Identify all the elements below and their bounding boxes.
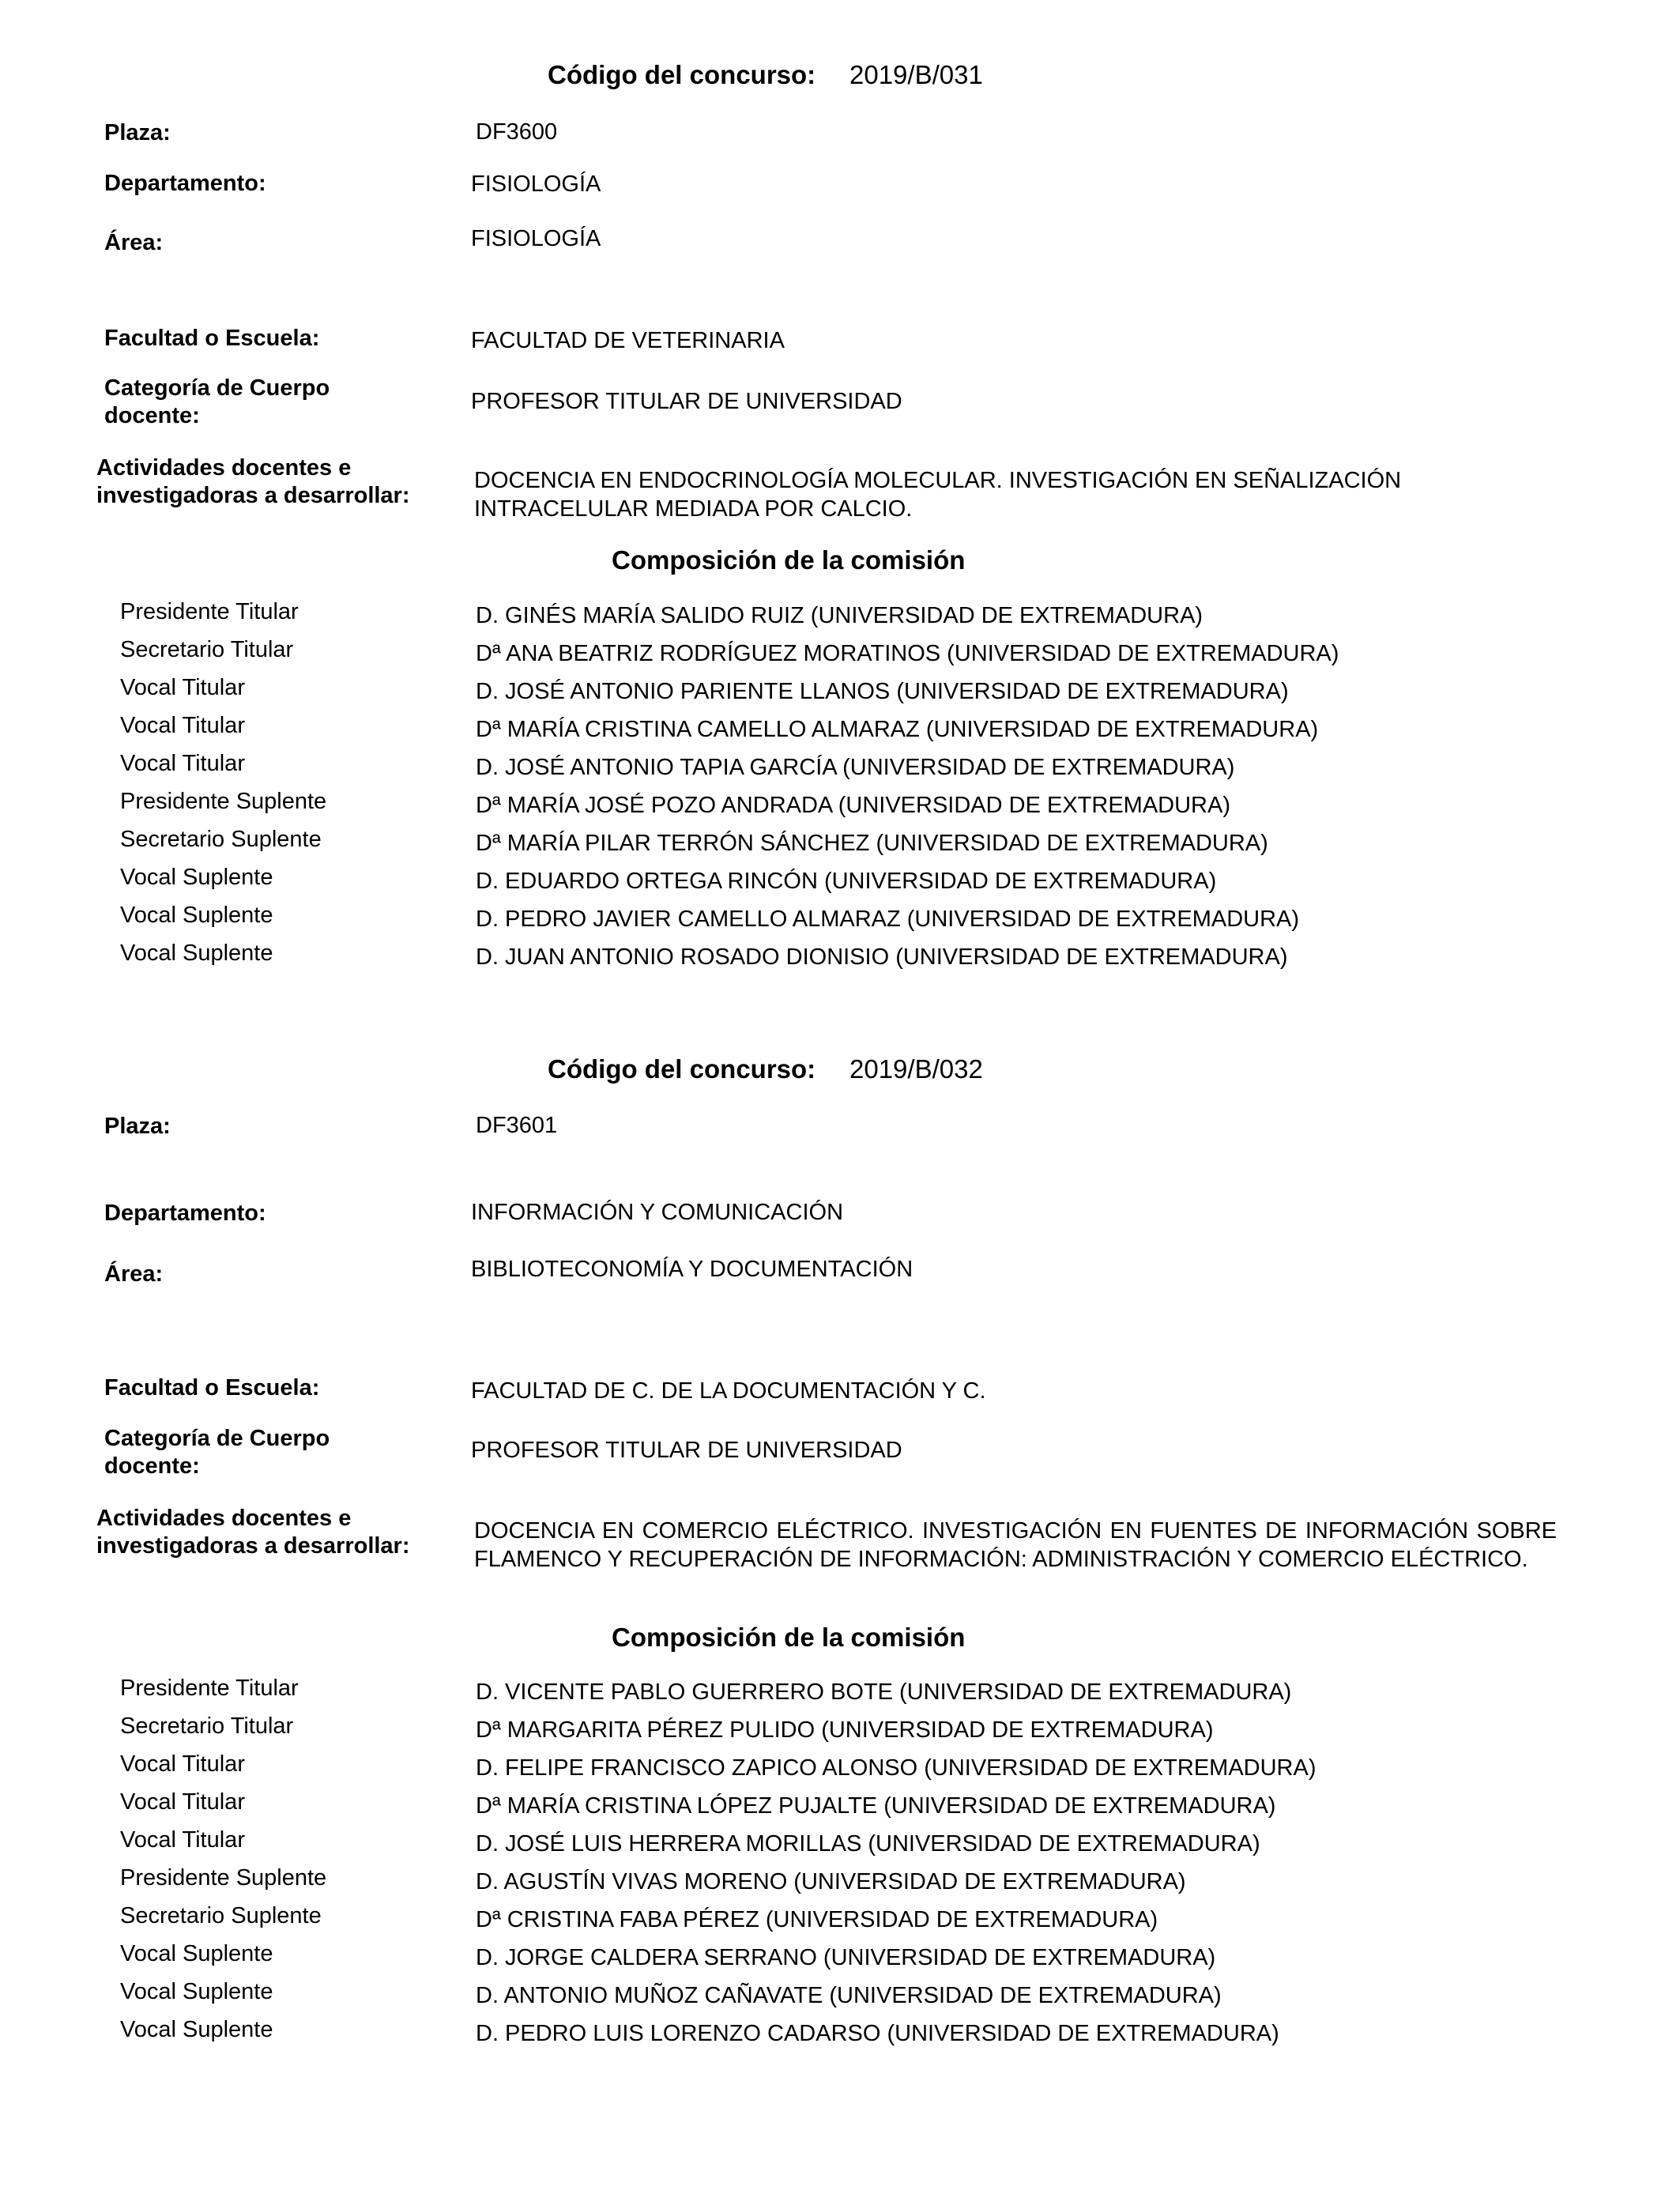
plaza-label: Plaza:: [104, 1114, 171, 1139]
area-label: Área:: [104, 1261, 164, 1287]
comision-role: Vocal Titular: [120, 675, 245, 700]
comision-member: D. AGUSTÍN VIVAS MORENO (UNIVERSIDAD DE EXTREMADURA): [476, 1869, 1186, 1894]
departamento-label: Departamento:: [104, 1201, 266, 1226]
categoria-value: PROFESOR TITULAR DE UNIVERSIDAD: [471, 1438, 902, 1463]
comision-member: Dª MARÍA CRISTINA LÓPEZ PUJALTE (UNIVERSIDAD DE EXTREMADURA): [476, 1793, 1276, 1819]
comision-role: Vocal Titular: [120, 1751, 245, 1777]
comision-member: Dª CRISTINA FABA PÉREZ (UNIVERSIDAD DE EXTREMADURA): [476, 1907, 1158, 1932]
comision-member: D. JOSÉ ANTONIO TAPIA GARCÍA (UNIVERSIDAD DE EXTREMADURA): [476, 755, 1235, 780]
comision-role: Vocal Titular: [120, 713, 245, 738]
comision-member: D. PEDRO LUIS LORENZO CADARSO (UNIVERSIDAD DE EXTREMADURA): [476, 2021, 1279, 2046]
categoria-value: PROFESOR TITULAR DE UNIVERSIDAD: [471, 389, 902, 414]
comision-member: D. FELIPE FRANCISCO ZAPICO ALONSO (UNIVERSIDAD DE EXTREMADURA): [476, 1755, 1317, 1781]
area-label: Área:: [104, 230, 164, 255]
comision-member: Dª MARGARITA PÉREZ PULIDO (UNIVERSIDAD DE EXTREMADURA): [476, 1717, 1214, 1743]
comision-member: D. EDUARDO ORTEGA RINCÓN (UNIVERSIDAD DE EXTREMADURA): [476, 869, 1217, 894]
comision-member: Dª MARÍA CRISTINA CAMELLO ALMARAZ (UNIVERSIDAD DE EXTREMADURA): [476, 717, 1319, 742]
codigo-label: Código del concurso:: [548, 1054, 816, 1084]
comision-role: Presidente Titular: [120, 1676, 299, 1701]
codigo-label: Código del concurso:: [548, 60, 816, 89]
comision-role: Presidente Titular: [120, 599, 299, 624]
area-value: BIBLIOTECONOMÍA Y DOCUMENTACIÓN: [471, 1257, 913, 1282]
comision-role: Secretario Titular: [120, 1713, 294, 1739]
comision-role: Vocal Titular: [120, 751, 245, 776]
comision-role: Vocal Titular: [120, 1789, 245, 1815]
plaza-label: Plaza:: [104, 120, 171, 145]
comision-member: D. JOSÉ LUIS HERRERA MORILLAS (UNIVERSIDAD DE EXTREMADURA): [476, 1831, 1260, 1857]
codigo-value: 2019/B/031: [849, 60, 983, 89]
departamento-value: FISIOLOGÍA: [471, 172, 601, 197]
comision-member: D. ANTONIO MUÑOZ CAÑAVATE (UNIVERSIDAD DE EXTREMADURA): [476, 1983, 1222, 2008]
departamento-label: Departamento:: [104, 171, 266, 196]
comision-role: Secretario Titular: [120, 637, 294, 662]
comision-member: D. JOSÉ ANTONIO PARIENTE LLANOS (UNIVERSIDAD DE EXTREMADURA): [476, 679, 1289, 704]
plaza-value: DF3601: [476, 1113, 558, 1138]
actividades-label: Actividades docentes e investigadoras a desarrollar:: [96, 1506, 410, 1559]
comision-role: Vocal Suplente: [120, 941, 273, 966]
plaza-value: DF3600: [476, 119, 558, 145]
comision-title: Composición de la comisión: [612, 545, 966, 575]
actividades-label: Actividades docentes e investigadoras a desarrollar:: [96, 455, 410, 508]
actividades-value: DOCENCIA EN COMERCIO ELÉCTRICO. INVESTIGACIÓN EN FUENTES DE INFORMACIÓN SOBRE FLAMENCO Y RECUPERACIÓN DE INFORMACIÓN: ADMINISTRACIÓN Y COMERCIO ELÉCTRICO.: [474, 1518, 1557, 1572]
categoria-label: Categoría de Cuerpo docente:: [104, 1426, 330, 1479]
comision-role: Vocal Suplente: [120, 2017, 273, 2042]
comision-member: D. VICENTE PABLO GUERRERO BOTE (UNIVERSIDAD DE EXTREMADURA): [476, 1679, 1292, 1705]
facultad-label: Facultad o Escuela:: [104, 1375, 320, 1400]
comision-role: Secretario Suplente: [120, 1903, 322, 1928]
comision-member: Dª MARÍA JOSÉ POZO ANDRADA (UNIVERSIDAD DE EXTREMADURA): [476, 793, 1230, 818]
comision-role: Secretario Suplente: [120, 827, 322, 852]
comision-title: Composición de la comisión: [612, 1623, 966, 1652]
comision-role: Vocal Suplente: [120, 865, 273, 890]
facultad-label: Facultad o Escuela:: [104, 326, 320, 351]
comision-member: D. JORGE CALDERA SERRANO (UNIVERSIDAD DE EXTREMADURA): [476, 1945, 1216, 1970]
categoria-label: Categoría de Cuerpo docente:: [104, 375, 330, 428]
comision-member: Dª ANA BEATRIZ RODRÍGUEZ MORATINOS (UNIVERSIDAD DE EXTREMADURA): [476, 641, 1339, 666]
comision-role: Vocal Suplente: [120, 903, 273, 928]
comision-role: Presidente Suplente: [120, 1865, 327, 1891]
departamento-value: INFORMACIÓN Y COMUNICACIÓN: [471, 1200, 844, 1225]
comision-role: Presidente Suplente: [120, 789, 327, 814]
comision-role: Vocal Suplente: [120, 1979, 273, 2004]
facultad-value: FACULTAD DE C. DE LA DOCUMENTACIÓN Y C.: [471, 1378, 986, 1404]
actividades-value: DOCENCIA EN ENDOCRINOLOGÍA MOLECULAR. INVESTIGACIÓN EN SEÑALIZACIÓN INTRACELULAR MEDIADA POR CALCIO.: [474, 468, 1402, 522]
comision-member: D. GINÉS MARÍA SALIDO RUIZ (UNIVERSIDAD DE EXTREMADURA): [476, 603, 1203, 628]
area-value: FISIOLOGÍA: [471, 226, 601, 251]
facultad-value: FACULTAD DE VETERINARIA: [471, 328, 785, 353]
codigo-value: 2019/B/032: [849, 1054, 983, 1084]
comision-role: Vocal Titular: [120, 1827, 245, 1853]
comision-member: D. PEDRO JAVIER CAMELLO ALMARAZ (UNIVERSIDAD DE EXTREMADURA): [476, 907, 1300, 932]
comision-member: D. JUAN ANTONIO ROSADO DIONISIO (UNIVERSIDAD DE EXTREMADURA): [476, 944, 1288, 970]
comision-member: Dª MARÍA PILAR TERRÓN SÁNCHEZ (UNIVERSIDAD DE EXTREMADURA): [476, 831, 1268, 856]
comision-role: Vocal Suplente: [120, 1941, 273, 1966]
